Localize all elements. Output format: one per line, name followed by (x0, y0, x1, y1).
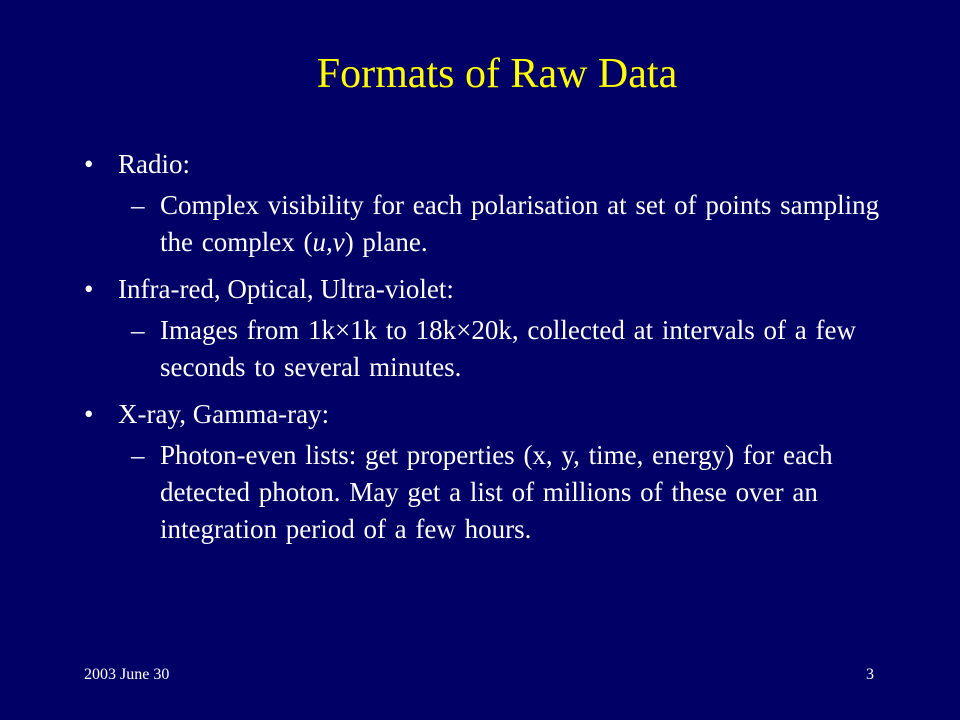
bullet-text: Radio: (118, 149, 190, 179)
sub-bullet-text-before: Complex visibility for each polarisation at set of points sampling the complex ( (160, 190, 880, 257)
sub-bullet-text: Images from 1k×1k to 18k×20k, collected at intervals of a few seconds to several minutes. (160, 315, 857, 382)
footer-date: 2003 June 30 (84, 666, 170, 683)
sub-bullet-radio (84, 187, 884, 261)
sub-bullet-text-after: ) plane. (344, 227, 428, 257)
sub-bullet-italic: u,v (312, 227, 345, 257)
page-number: 3 (866, 666, 874, 683)
bullet-optical (84, 270, 884, 308)
bullet-marker: • (84, 274, 94, 304)
slide-title: Formats of Raw Data (316, 51, 678, 97)
bullet-text: Infra-red, Optical, Ultra-violet: (118, 274, 454, 304)
bullet-marker: • (84, 149, 94, 179)
bullet-xray (84, 395, 884, 433)
slide-body (84, 145, 884, 557)
dash-marker: – (131, 440, 145, 470)
sub-bullet-xray (84, 437, 884, 548)
sub-bullet-text: Photon-even lists: get properties (x, y, time, energy) for each detected photon. May get a list of millions of these over an integration period of a few hours. (160, 440, 833, 544)
dash-marker: – (131, 315, 145, 345)
bullet-marker: • (84, 399, 94, 429)
dash-marker: – (131, 190, 145, 220)
bullet-radio (84, 145, 884, 183)
sub-bullet-optical (84, 312, 884, 386)
bullet-text: X-ray, Gamma-ray: (118, 399, 330, 429)
